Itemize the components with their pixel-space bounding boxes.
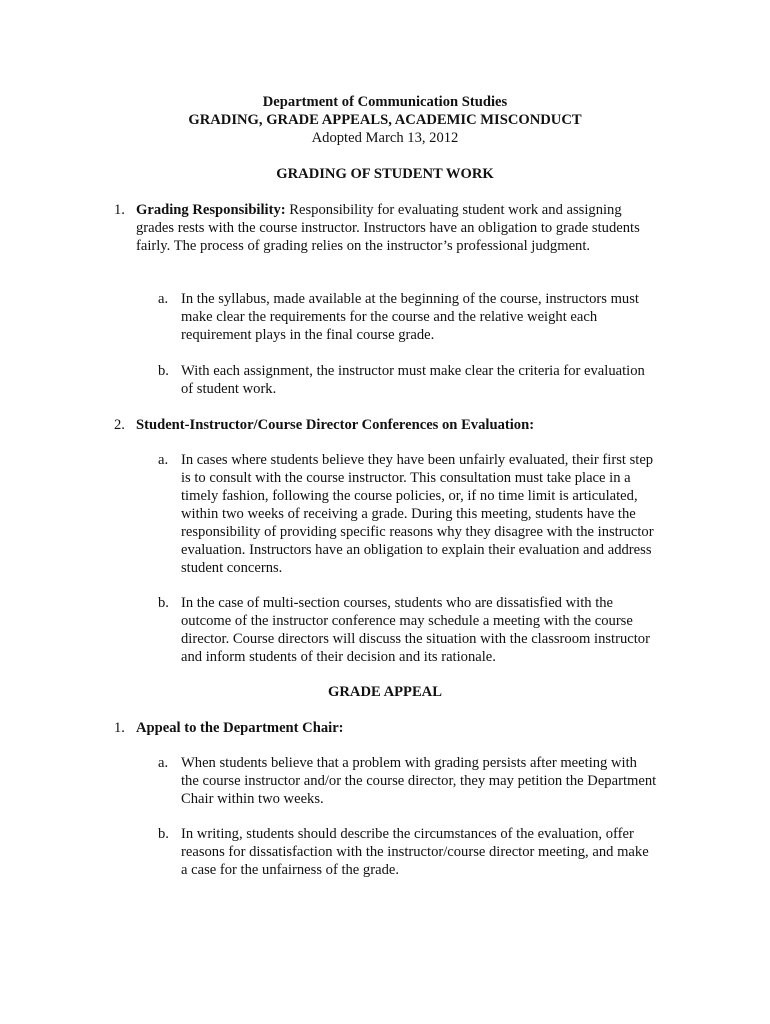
section-title-grade-appeal: GRADE APPEAL <box>328 684 442 700</box>
sub-item-consult-instructor <box>158 451 658 577</box>
sub-item-multi-section <box>158 594 658 666</box>
adoption-date: Adopted March 13, 2012 <box>311 130 459 146</box>
sub-item-letter: a. <box>158 755 169 771</box>
item-heading: Student-Instructor/Course Director Conferences on Evaluation: <box>136 417 535 433</box>
list-item-appeal-chair <box>114 719 644 737</box>
section-title-grading: GRADING OF STUDENT WORK <box>276 166 494 182</box>
item-heading: Grading Responsibility: <box>136 202 286 218</box>
sub-item-text: When students believe that a problem with grading persists after meeting with the course instructor and/or the course director, they may petition the Department Chair within two weeks. <box>181 755 657 807</box>
sub-item-text: In writing, students should describe the circumstances of the evaluation, offer reasons for dissatisfaction with the instructor/course director meeting, and make a case for the unfairness of the grade. <box>181 826 649 878</box>
sub-item-letter: b. <box>158 826 169 842</box>
document-title: GRADING, GRADE APPEALS, ACADEMIC MISCONDUCT <box>188 112 582 128</box>
item-number: 2. <box>114 417 125 433</box>
item-number: 1. <box>114 202 125 218</box>
sub-item-text: With each assignment, the instructor must make clear the criteria for evaluation of student work. <box>181 363 645 397</box>
item-body <box>136 201 644 255</box>
sub-item-letter: a. <box>158 291 169 307</box>
item-text: Responsibility for evaluating student work and assigning grades rests with the course instructor. Instructors have an obligation to grade students fairly. The process of grading relies on the instructor’s professional judgment. <box>136 202 640 254</box>
item-number: 1. <box>114 720 125 736</box>
sub-item-letter: b. <box>158 595 169 611</box>
item-body <box>136 416 644 434</box>
item-body <box>136 719 644 737</box>
document-header <box>0 93 770 147</box>
sub-item-petition-chair <box>158 754 658 808</box>
department-title: Department of Communication Studies <box>262 94 508 110</box>
sub-item-text: In the syllabus, made available at the beginning of the course, instructors must make clear the requirements for the course and the relative weight each requirement plays in the final course grade. <box>181 291 639 343</box>
sub-item-letter: a. <box>158 452 169 468</box>
list-item-conferences <box>114 416 644 434</box>
list-item-grading-responsibility <box>114 201 644 255</box>
sub-item-syllabus <box>158 290 658 344</box>
sub-item-assignment-criteria <box>158 362 658 398</box>
sub-item-letter: b. <box>158 363 169 379</box>
item-heading: Appeal to the Department Chair: <box>136 720 344 736</box>
sub-item-text: In the case of multi-section courses, students who are dissatisfied with the outcome of the instructor conference may schedule a meeting with the course director. Course directors will discuss the situation with the classroom instructor and inform students of their decision and its rationale. <box>181 595 650 665</box>
sub-item-text: In cases where students believe they have been unfairly evaluated, their first step is to consult with the course instructor. This consultation must take place in a timely fashion, following the course policies, or, if no time limit is articulated, within two weeks of receiving a grade. During this meeting, students have the responsibility of providing specific reasons why they disagree with the instructor evaluation. Instructors have an obligation to explain their evaluation and address student concerns. <box>181 452 654 576</box>
sub-item-written-appeal <box>158 825 658 879</box>
